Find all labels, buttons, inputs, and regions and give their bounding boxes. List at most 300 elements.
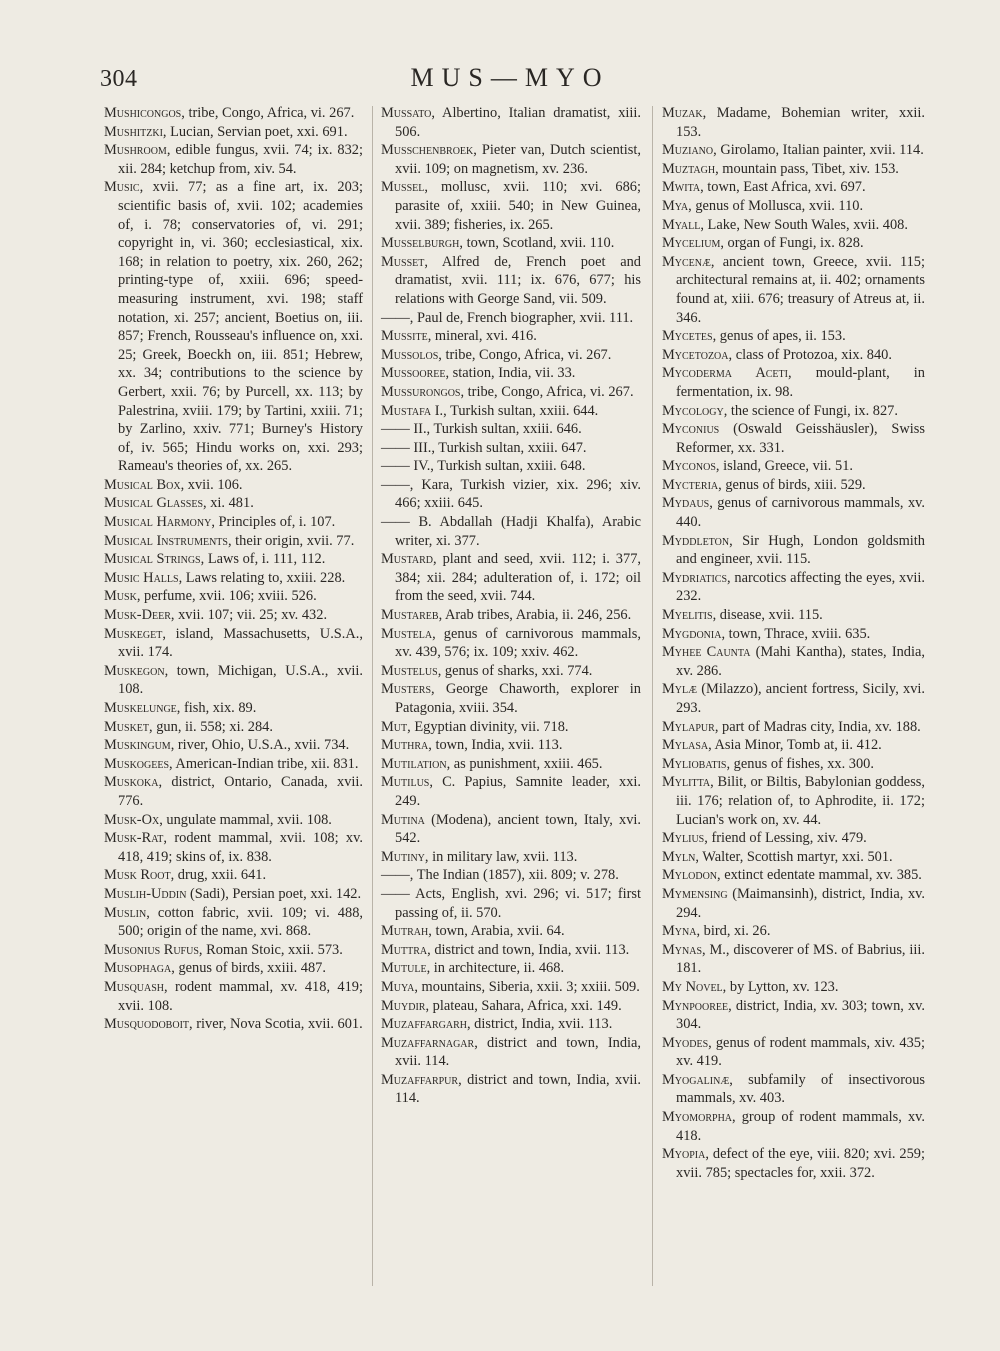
entry-headword: Myconos	[662, 458, 716, 475]
entry-headword: Mutiny	[381, 848, 425, 865]
entry-text: , ungulate mammal, xvii. 108.	[159, 811, 332, 828]
index-entry	[104, 606, 363, 625]
entry-text: , tribe, Congo, Africa, vi. 267.	[460, 383, 634, 400]
index-entry	[381, 513, 641, 550]
entry-text: ——, Paul de, French biographer, xvii. 111.	[381, 309, 634, 326]
entry-text: , rodent mammal, xvii. 108; xv. 418, 419; skins of, ix. 838.	[118, 830, 363, 865]
entry-text: , tribe, Congo, Africa, vi. 267.	[181, 105, 355, 121]
index-entry	[381, 402, 641, 421]
entry-text: , gun, ii. 558; xi. 284.	[149, 718, 273, 735]
index-entry	[381, 866, 641, 885]
index-entry	[381, 364, 641, 383]
entry-text: , Bilit, or Biltis, Babylonian goddess, iii. 176; relation of, to Aphrodite, ii. 172; Lucian's work on, xv. 44.	[676, 774, 925, 828]
index-column-1	[104, 104, 363, 1034]
entry-text: , subfamily of insectivorous mammals, xv. 403.	[676, 1071, 925, 1107]
index-entry	[381, 476, 641, 513]
entry-headword: Mycology	[662, 402, 724, 419]
index-entry	[104, 755, 363, 774]
entry-headword: Mylasa	[662, 737, 709, 754]
entry-text: , Girolamo, Italian painter, xvii. 114.	[713, 142, 924, 159]
entry-headword: Mussurongos	[381, 383, 461, 400]
entry-headword: Mylapur	[662, 718, 715, 735]
entry-text: , organ of Fungi, ix. 828.	[720, 235, 864, 252]
entry-text: (Maimansinh), district, India, xv. 294.	[676, 885, 925, 921]
entry-text: —— IV., Turkish sultan, xxiii. 648.	[381, 458, 586, 475]
index-entry	[381, 625, 641, 662]
entry-headword: Mynas	[662, 941, 703, 958]
entry-text: , friend of Lessing, xiv. 479.	[704, 830, 867, 847]
entry-text: (Mahi Kantha), states, India, xv. 286.	[676, 644, 925, 679]
index-entry	[381, 755, 641, 774]
entry-headword: Musical Instruments	[104, 532, 228, 549]
entry-text: , by Lytton, xv. 123.	[722, 978, 839, 995]
index-entry	[381, 104, 641, 141]
entry-headword: Musquash	[104, 978, 165, 995]
entry-headword: Muthra	[381, 737, 429, 754]
entry-text: , their origin, xvii. 77.	[227, 532, 355, 549]
entry-text: , genus of sharks, xxi. 774.	[437, 662, 593, 679]
entry-headword: Mutrah	[381, 923, 429, 940]
index-entry	[104, 736, 363, 755]
entry-text: , bird, xi. 26.	[696, 923, 771, 940]
index-entry	[662, 1034, 925, 1071]
index-entry	[381, 718, 641, 737]
entry-headword: Muzak	[662, 105, 703, 121]
entry-headword: Music Halls	[104, 569, 179, 586]
index-entry	[381, 1034, 641, 1071]
index-entry	[662, 941, 925, 978]
entry-text: , defect of the eye, viii. 820; xvi. 259; xvii. 785; spectacles for, xxii. 372.	[676, 1146, 925, 1181]
entry-headword: Mylitta	[662, 774, 711, 791]
index-entry	[104, 866, 363, 885]
entry-headword: Mydriatics	[662, 569, 728, 586]
entry-text: , group of rodent mammals, xv. 418.	[676, 1109, 925, 1144]
entry-headword: Mutilus	[381, 774, 430, 791]
entry-text: , Alfred de, French poet and dramatist, xvii. 111; ix. 676, 677; his relations with George Sand, vii. 509.	[395, 253, 641, 307]
entry-text: , ancient town, Greece, xvii. 115; architectural remains at, ii. 402; ornaments found at, xiii. 676; treasury of Atreus at, ii. 346.	[676, 253, 925, 326]
index-entry	[381, 848, 641, 867]
entry-headword: Mycetozoa	[662, 346, 729, 363]
entry-headword: Musk-Ox	[104, 811, 160, 828]
entry-headword: Musophaga	[104, 960, 172, 977]
entry-headword: Musical Harmony	[104, 514, 212, 531]
entry-headword: Muslin	[104, 904, 147, 921]
index-entry	[104, 904, 363, 941]
index-entry	[381, 997, 641, 1016]
entry-text: I., Turkish sultan, xxiii. 644.	[431, 402, 599, 419]
index-entry	[381, 959, 641, 978]
index-entry	[104, 811, 363, 830]
page-number: 304	[100, 66, 138, 92]
index-entry	[104, 941, 363, 960]
entry-text: (Oswald Geisshäusler), Swiss Reformer, xx. 331.	[676, 421, 925, 456]
entry-text: , genus of birds, xiii. 529.	[718, 476, 866, 493]
entry-text: , town, Thrace, xviii. 635.	[721, 625, 871, 642]
index-entry	[381, 253, 641, 309]
entry-headword: Mutilation	[381, 755, 447, 772]
entry-text: , part of Madras city, India, xv. 188.	[714, 718, 921, 735]
entry-headword: Mylæ	[662, 681, 698, 698]
entry-headword: Musk	[104, 588, 137, 605]
entry-text: , genus of rodent mammals, xiv. 435; xv. 419.	[676, 1034, 925, 1070]
index-entry	[662, 978, 925, 997]
entry-text: , Lucian, Servian poet, xxi. 691.	[162, 123, 348, 140]
index-entry	[104, 625, 363, 662]
index-entry	[381, 978, 641, 997]
entry-headword: Musical Glasses	[104, 495, 204, 512]
index-entry	[662, 755, 925, 774]
index-entry	[662, 141, 925, 160]
entry-text: , genus of carnivorous mammals, xv. 439, 576; ix. 109; xxiv. 462.	[395, 625, 641, 661]
index-entry	[104, 829, 363, 866]
entry-headword: Mynpooree	[662, 997, 729, 1014]
entry-text: , Lake, New South Wales, xvii. 408.	[700, 216, 908, 233]
index-entry	[662, 402, 925, 421]
entry-text: , Arab tribes, Arabia, ii. 246, 256.	[438, 607, 632, 624]
entry-headword: Musters	[381, 681, 432, 698]
index-entry	[662, 476, 925, 495]
index-entry	[662, 234, 925, 253]
index-column-2	[381, 104, 641, 1108]
index-entry	[662, 216, 925, 235]
entry-headword: Mustard	[381, 551, 433, 568]
index-entry	[662, 1071, 925, 1108]
index-entry	[662, 848, 925, 867]
index-entry	[381, 178, 641, 234]
index-entry	[381, 662, 641, 681]
entry-headword: Musschenbroek	[381, 142, 474, 159]
entry-text: , district and town, India, xvii. 114.	[395, 1034, 641, 1070]
index-entry	[662, 104, 925, 141]
index-entry	[104, 662, 363, 699]
entry-headword: Muttra	[381, 941, 428, 958]
index-entry	[381, 141, 641, 178]
index-entry	[662, 197, 925, 216]
index-entry	[104, 476, 363, 495]
index-entry	[662, 253, 925, 327]
entry-text: , mould-plant, in fermentation, ix. 98.	[676, 365, 925, 400]
entry-text: , town, East Africa, xvi. 697.	[700, 179, 866, 196]
entry-headword: Mustela	[381, 625, 433, 642]
entry-headword: Myopia	[662, 1146, 706, 1163]
entry-headword: Myelitis	[662, 607, 713, 624]
entry-text: , rodent mammal, xv. 418, 419; xvii. 108.	[118, 978, 363, 1014]
entry-headword: Music	[104, 179, 140, 196]
entry-headword: Muzaffargarh	[381, 1016, 467, 1033]
entry-text: , Albertino, Italian dramatist, xiii. 506.	[395, 105, 641, 140]
entry-headword: Mussato	[381, 105, 432, 121]
index-entry	[662, 160, 925, 179]
entry-headword: Mut	[381, 718, 408, 735]
index-entry	[662, 773, 925, 829]
entry-text: , extinct edentate mammal, xv. 385.	[717, 867, 922, 884]
entry-text: , town, Scotland, xvii. 110.	[459, 235, 615, 252]
index-entry	[662, 420, 925, 457]
index-entry	[104, 718, 363, 737]
entry-text: , genus of Mollusca, xvii. 110.	[688, 197, 864, 214]
entry-headword: Muskeget	[104, 625, 163, 642]
index-entry	[104, 178, 363, 476]
index-entry	[381, 420, 641, 439]
entry-headword: Muztagh	[662, 160, 716, 177]
index-entry	[381, 1071, 641, 1108]
entry-headword: Mylodon	[662, 867, 718, 884]
index-entry	[104, 773, 363, 810]
entry-text: , xvii. 106.	[180, 476, 243, 493]
entry-text: , narcotics affecting the eyes, xvii. 232.	[676, 569, 925, 605]
entry-text: , river, Ohio, U.S.A., xvii. 734.	[170, 737, 350, 754]
entry-headword: Mussel	[381, 179, 425, 196]
entry-text: , district, India, xvii. 113.	[466, 1016, 613, 1033]
entry-headword: Mushroom	[104, 142, 167, 159]
index-entry	[381, 811, 641, 848]
entry-headword: Myhee Caunta	[662, 644, 751, 661]
index-entry	[381, 439, 641, 458]
entry-text: , genus of birds, xxiii. 487.	[171, 960, 326, 977]
entry-headword: Muydir	[381, 997, 426, 1014]
entry-text: , in military law, xvii. 113.	[424, 848, 578, 865]
entry-headword: Mussite	[381, 328, 428, 345]
entry-text: , xi. 481.	[203, 495, 254, 512]
entry-text: , the science of Fungi, ix. 827.	[723, 402, 898, 419]
index-entry	[381, 346, 641, 365]
entry-text: , fish, xix. 89.	[176, 700, 257, 716]
entry-headword: Mydaus	[662, 495, 710, 512]
entry-text: , Principles of, i. 107.	[211, 514, 336, 531]
entry-headword: Myall	[662, 216, 701, 233]
index-entry	[104, 550, 363, 569]
index-entry	[381, 327, 641, 346]
entry-text: —— Acts, English, xvi. 296; vi. 517; first passing of, ii. 570.	[381, 885, 641, 921]
index-entry	[381, 922, 641, 941]
entry-text: , perfume, xvii. 106; xviii. 526.	[136, 588, 317, 605]
column-divider	[372, 106, 373, 1286]
entry-text: —— B. Abdallah (Hadji Khalfa), Arabic writer, xi. 377.	[381, 514, 641, 549]
entry-text: , Laws relating to, xxiii. 228.	[178, 569, 346, 586]
entry-text: , Sir Hugh, London goldsmith and engineer, xvii. 115.	[676, 532, 925, 568]
entry-text: , George Chaworth, explorer in Patagonia, xviii. 354.	[395, 681, 641, 716]
entry-text: —— III., Turkish sultan, xxiii. 647.	[381, 439, 587, 456]
entry-headword: Mymensing	[662, 885, 728, 902]
entry-text: , as punishment, xxiii. 465.	[446, 755, 603, 772]
entry-headword: Muzaffarnagar	[381, 1034, 475, 1051]
entry-headword: Myna	[662, 923, 697, 940]
column-divider	[652, 106, 653, 1286]
entry-headword: Muya	[381, 978, 415, 995]
index-entry	[381, 606, 641, 625]
index-entry	[381, 680, 641, 717]
entry-text: , river, Nova Scotia, xvii. 601.	[189, 1016, 363, 1033]
entry-text: , genus of apes, ii. 153.	[712, 328, 846, 345]
index-column-3	[662, 104, 925, 1182]
entry-headword: Myln	[662, 848, 696, 865]
index-entry	[104, 141, 363, 178]
entry-text: (Sadi), Persian poet, xxi. 142.	[186, 885, 362, 902]
entry-headword: Muskelunge	[104, 700, 177, 716]
index-entry	[662, 327, 925, 346]
entry-text: , disease, xvii. 115.	[712, 607, 823, 624]
entry-text: , district and town, India, xvii. 113.	[427, 941, 630, 958]
entry-headword: Myodes	[662, 1034, 709, 1051]
entry-headword: Myomorpha	[662, 1109, 733, 1126]
entry-text: (Milazzo), ancient fortress, Sicily, xvi. 293.	[676, 681, 925, 716]
entry-text: , plant and seed, xvii. 112; i. 377, 384; xii. 284; adulteration of, i. 172; oil from the seed, xvii. 744.	[395, 551, 641, 605]
entry-text: , mollusc, xvii. 110; xvi. 686; parasite of, xxiii. 540; in New Guinea, xvii. 389; fisheries, ix. 265.	[395, 179, 641, 233]
entry-text: , American-Indian tribe, xii. 831.	[169, 755, 359, 772]
entry-headword: Mutina	[381, 811, 425, 828]
index-entry	[662, 922, 925, 941]
entry-text: , xvii. 107; vii. 25; xv. 432.	[170, 607, 328, 624]
index-entry	[662, 625, 925, 644]
entry-headword: Mylius	[662, 830, 705, 847]
entry-text: , Egyptian divinity, vii. 718.	[407, 718, 569, 735]
entry-text: , station, India, vii. 33.	[445, 365, 576, 382]
entry-text: , Asia Minor, Tomb at, ii. 412.	[708, 737, 882, 754]
entry-text: , Laws of, i. 111, 112.	[200, 551, 326, 568]
entry-headword: Muskegon	[104, 662, 165, 679]
entry-headword: Mutule	[381, 960, 427, 977]
entry-text: , in architecture, ii. 468.	[426, 960, 565, 977]
entry-headword: Mustelus	[381, 662, 438, 679]
entry-text: , Roman Stoic, xxii. 573.	[198, 941, 343, 958]
entry-text: , mountains, Siberia, xxii. 3; xxiii. 509.	[414, 978, 640, 995]
entry-text: , drug, xxii. 641.	[170, 867, 267, 884]
entry-headword: Mycteria	[662, 476, 719, 493]
index-entry	[104, 978, 363, 1015]
entry-headword: Mwita	[662, 179, 701, 196]
entry-text: , district, Ontario, Canada, xvii. 776.	[118, 774, 363, 809]
index-entry	[104, 513, 363, 532]
entry-headword: Musk Root	[104, 867, 171, 884]
entry-headword: Muskogees	[104, 755, 170, 772]
entry-headword: Musket	[104, 718, 150, 735]
entry-headword: Mycenæ	[662, 253, 711, 270]
index-entry	[104, 1015, 363, 1034]
entry-headword: Muziano	[662, 142, 714, 159]
entry-headword: Mycetes	[662, 328, 713, 345]
entry-headword: Myliobatis	[662, 755, 727, 772]
entry-text: , genus of fishes, xx. 300.	[726, 755, 874, 772]
entry-text: , island, Greece, vii. 51.	[715, 458, 853, 475]
index-entry	[662, 178, 925, 197]
entry-headword: Mussooree	[381, 365, 446, 382]
entry-headword: Mygdonia	[662, 625, 722, 642]
index-entry	[662, 1145, 925, 1182]
index-entry	[662, 494, 925, 531]
index-entry	[104, 569, 363, 588]
entry-headword: Mustafa	[381, 402, 432, 419]
index-entry	[662, 829, 925, 848]
index-entry	[381, 941, 641, 960]
entry-headword: Musical Strings	[104, 551, 201, 568]
entry-text: (Modena), ancient town, Italy, xvi. 542.	[395, 811, 641, 847]
entry-headword: Mussolos	[381, 346, 439, 363]
entry-headword: Mushicongos	[104, 105, 182, 121]
index-entry	[104, 699, 363, 718]
entry-text: ——, The Indian (1857), xii. 809; v. 278.	[381, 867, 619, 884]
entry-headword: Muskoka	[104, 774, 159, 791]
entry-text: , Walter, Scottish martyr, xxi. 501.	[695, 848, 893, 865]
entry-text: , plateau, Sahara, Africa, xxi. 149.	[425, 997, 622, 1014]
index-entry	[662, 606, 925, 625]
entry-text: —— II., Turkish sultan, xxiii. 646.	[381, 421, 582, 438]
entry-text: , C. Papius, Samnite leader, xxi. 249.	[395, 774, 641, 809]
index-entry	[662, 1108, 925, 1145]
index-entry	[662, 718, 925, 737]
index-entry	[662, 997, 925, 1034]
index-entry	[104, 494, 363, 513]
index-entry	[104, 587, 363, 606]
entry-headword: Musical Box	[104, 476, 181, 493]
entry-text: , district and town, India, xvii. 114.	[395, 1071, 641, 1107]
entry-headword: Musonius Rufus	[104, 941, 199, 958]
entry-text: , edible fungus, xvii. 74; ix. 832; xii. 284; ketchup from, xiv. 54.	[118, 142, 363, 177]
entry-text: , mountain pass, Tibet, xiv. 153.	[715, 160, 899, 177]
entry-headword: Muslih-Uddin	[104, 885, 187, 902]
entry-headword: Musselburgh	[381, 235, 460, 252]
entry-text: , Madame, Bohemian writer, xxii. 153.	[676, 105, 925, 140]
index-entry	[662, 457, 925, 476]
index-entry	[662, 680, 925, 717]
entry-headword: Mustareb	[381, 607, 439, 624]
index-entry	[104, 123, 363, 142]
entry-text: , town, Arabia, xvii. 64.	[428, 923, 565, 940]
entry-headword: Myconius	[662, 421, 720, 438]
entry-text: , xvii. 77; as a fine art, ix. 203; scientific basis of, xvii. 102; academies of, i. 78; conservatories of, vi. 291; copyright in, vi. 360; ecclesiastical, xix. 168; in relation to poetry, xix. 260, 262; printing-type of, xxiii. 696; speed-measuring instrument, xvi. 198; staff notation, xi. 257; ancient, Boetius on, iii. 857; French, Rousseau's influence on, xxi. 25; Greek, Boeckh on, iii. 851; Hebrew, xx. 34; contributions to the science by Gerbert, xxii. 76; by Purcell, xx. 113; by Palestrina, xviii. 179; by Tartini, xxiii. 71; by Zarlino, xxiv. 771; Burney's History of, iv. 565; Hindu works on, xxi. 293; Rameau's theories of, xx. 265.	[118, 179, 363, 475]
entry-text: , tribe, Congo, Africa, vi. 267.	[438, 346, 612, 363]
index-entry	[662, 885, 925, 922]
entry-text: , town, India, xvii. 113.	[428, 737, 563, 754]
index-entry	[381, 1015, 641, 1034]
index-entry	[381, 736, 641, 755]
running-head: MUS—MYO	[410, 63, 610, 92]
entry-headword: Mya	[662, 197, 689, 214]
entry-text: , cotton fabric, xvii. 109; vi. 488, 500; origin of the name, xvi. 868.	[118, 904, 363, 940]
index-entry	[381, 773, 641, 810]
index-entry	[381, 550, 641, 606]
entry-headword: Muzaffarpur	[381, 1071, 459, 1088]
entry-text: , island, Massachusetts, U.S.A., xvii. 174.	[118, 625, 363, 661]
index-entry	[662, 346, 925, 365]
entry-text: , class of Protozoa, xix. 840.	[728, 346, 892, 363]
entry-headword: Mycelium	[662, 235, 721, 252]
entry-text: , district, India, xv. 303; town, xv. 304.	[676, 997, 925, 1033]
entry-headword: Musk-Deer	[104, 607, 171, 624]
index-entry	[381, 885, 641, 922]
entry-headword: My Novel	[662, 978, 723, 995]
index-entry	[662, 643, 925, 680]
index-entry	[104, 104, 363, 123]
index-entry	[104, 532, 363, 551]
entry-headword: Myddleton	[662, 532, 730, 549]
entry-text: , mineral, xvi. 416.	[427, 328, 537, 345]
index-entry	[104, 959, 363, 978]
index-entry	[381, 383, 641, 402]
entry-headword: Musk-Rat	[104, 830, 164, 847]
index-entry	[662, 532, 925, 569]
index-entry	[381, 234, 641, 253]
entry-text: , M., discoverer of MS. of Babrius, iii. 181.	[676, 941, 925, 977]
index-entry	[381, 457, 641, 476]
entry-text: , genus of carnivorous mammals, xv. 440.	[676, 495, 925, 531]
index-entry	[662, 736, 925, 755]
entry-headword: Musquodoboit	[104, 1016, 190, 1033]
index-entry	[104, 885, 363, 904]
entry-headword: Mushitzki	[104, 123, 163, 140]
entry-text: , town, Michigan, U.S.A., xvii. 108.	[118, 662, 363, 698]
index-entry	[662, 866, 925, 885]
entry-headword: Mycoderma Aceti	[662, 365, 788, 382]
